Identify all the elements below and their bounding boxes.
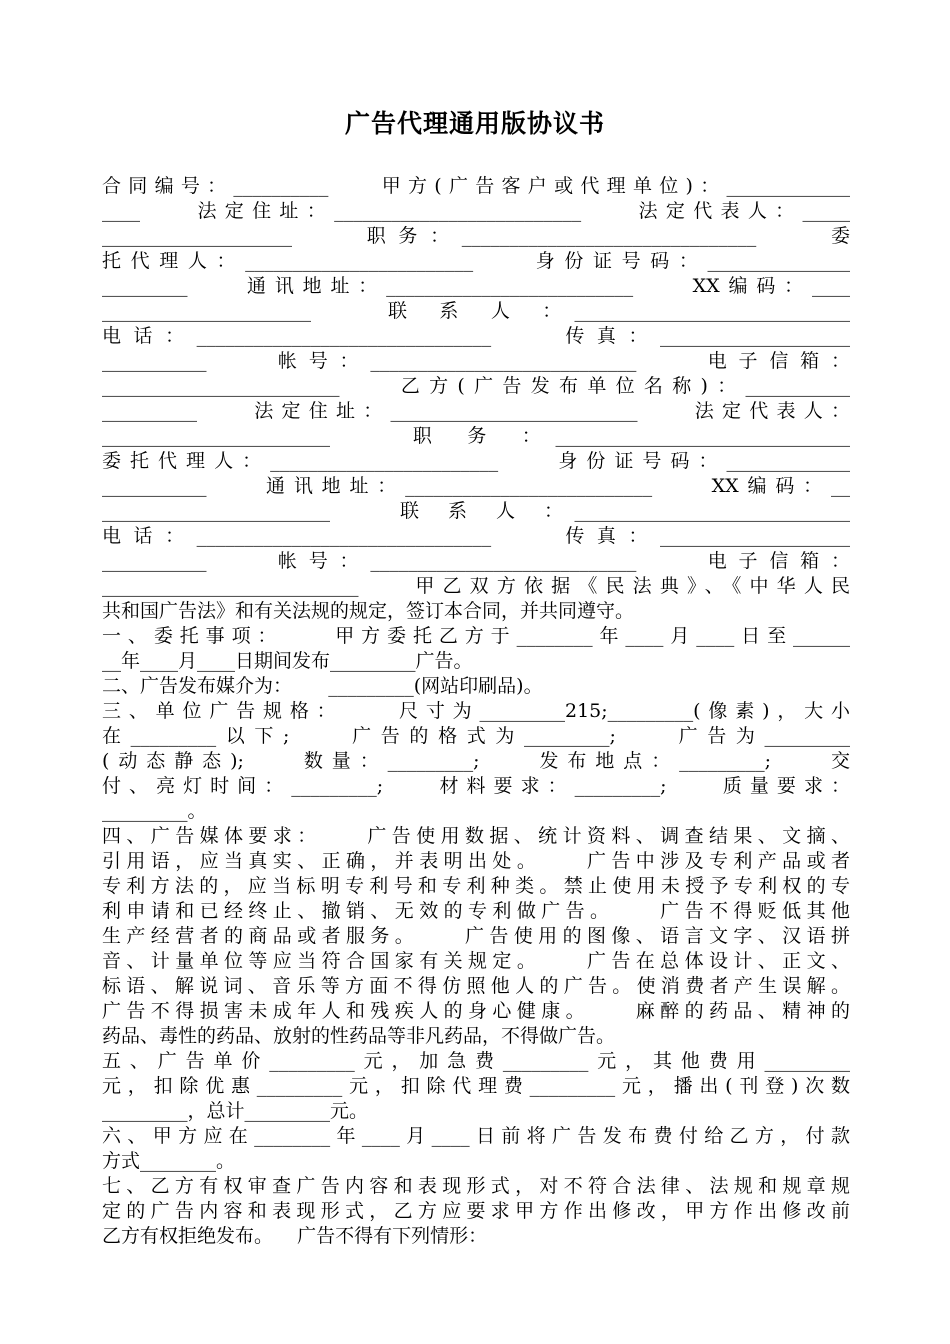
text-line: 药品、毒性的药品、放射的性药品等非凡药品，不得做广告。 <box>102 1025 616 1047</box>
text-line: 标语、解说词、音乐等方面不得仿照他人的广告。使消费者产生误解。 <box>102 975 850 997</box>
text-line: ________________________ 职 务 ：_______________________________ <box>102 425 850 447</box>
text-line: 乙方有权拒绝发布。 广告不得有下列情形： <box>102 1225 488 1247</box>
text-line: 音、计量单位等应当符合国家有关规定。 广告在总体设计、正文、 <box>102 950 850 972</box>
document-title: 广告代理通用版协议书 <box>344 109 605 138</box>
text-line: 委托代理人：________________________ 身份证号码：_____________ <box>102 450 850 472</box>
text-line: __________ 法定住址：__________________________ 法定代表人： <box>102 400 850 422</box>
text-line: 合同编号：__________ 甲方(广告客户或代理单位)：_____________ <box>102 175 850 197</box>
text-line: 电话：_______________________________ 传真：____________________ <box>102 325 850 347</box>
text-line: ___________________________ 甲乙双方依据《民法典》、《中华人民 <box>102 575 850 597</box>
text-line: 二、广告发布媒介为： _________(网站印刷品)。 <box>102 675 543 697</box>
text-line: 电话：_______________________________ 传真：____________________ <box>102 525 850 547</box>
text-line: 共和国广告法》和有关法规的规定，签订本合同，并共同遵守。 <box>102 600 635 622</box>
text-line: ______________________ 联 系 人 ：_____________________________ <box>102 300 850 322</box>
text-line: 四、广告媒体要求： 广告使用数据、统计资料、调查结果、文摘、 <box>102 825 850 847</box>
text-line: ____________________ 职务：_______________________________ 委 <box>102 225 850 247</box>
document-body <box>102 174 850 1249</box>
text-line: 托代理人：________________________ 身份证号码：_______________ <box>102 250 850 272</box>
text-line: 引用语，应当真实、正确，并表明出处。 广告中涉及专利产品或者 <box>102 850 850 872</box>
text-line: _________。 <box>102 800 207 822</box>
text-line: 六、甲方应在________年____月____日前将广告发布费付给乙方，付款 <box>102 1125 850 1147</box>
text-line: (动态静态); 数量：_________; 发布地点：_________; 交 <box>102 750 850 772</box>
text-line: 方式________。 <box>102 1150 236 1172</box>
text-line: __年____月____日期间发布_________广告。 <box>102 650 473 672</box>
text-line: 专利方法的，应当标明专利号和专利种类。禁止使用未授予专利权的专 <box>102 875 850 897</box>
text-line: ____ 法定住址：__________________________ 法定代表人：_____ <box>102 200 850 222</box>
text-line: ___________ 帐号：____________________________ 电子信箱： <box>102 350 850 372</box>
text-line: ________________________ 联 系 人 ：_____________________________ <box>102 500 850 522</box>
text-line: _________ 通讯地址：__________________________ XX编码：____ <box>102 275 850 297</box>
text-line: 广告不得损害未成年人和残疾人的身心健康。 麻醉的药品、精神的 <box>102 1000 850 1022</box>
text-line: _________，总计_________元。 <box>102 1100 369 1122</box>
text-line: 定的广告内容和表现形式，乙方应要求甲方作出修改，甲方作出修改前 <box>102 1200 850 1222</box>
text-line: ___________ 帐号：____________________________ 电子信箱： <box>102 550 850 572</box>
text-line: 一、委托事项： 甲方委托乙方于________年____月____日至______ <box>102 625 850 647</box>
text-line: 生产经营者的商品或者服务。 广告使用的图像、语言文字、汉语拼 <box>102 925 850 947</box>
text-line: ___________ 通讯地址：__________________________ XX编码：__ <box>102 475 850 497</box>
text-line: _________________________ 乙方(广告发布单位名称)：___________ <box>102 375 850 397</box>
text-line: 付、亮灯时间：_________; 材料要求：_________; 质量要求： <box>102 775 850 797</box>
text-line: 元，扣除优惠_________元，扣除代理费_________元，播出(刊登)次数 <box>102 1075 850 1097</box>
text-line: 七、乙方有权审查广告内容和表现形式，对不符合法律、法规和规章规 <box>102 1175 850 1197</box>
text-line: 在_________以下; 广告的格式为_________; 广告为_________ <box>102 725 850 747</box>
text-line: 三、单位广告规格： 尺寸为_________215;_________(像素)，大小 <box>102 700 850 722</box>
text-line: 五、广告单价_________元，加急费_________元，其他费用_________ <box>102 1050 850 1072</box>
text-line: 利申请和已经终止、撤销、无效的专利做广告。 广告不得贬低其他 <box>102 900 850 922</box>
